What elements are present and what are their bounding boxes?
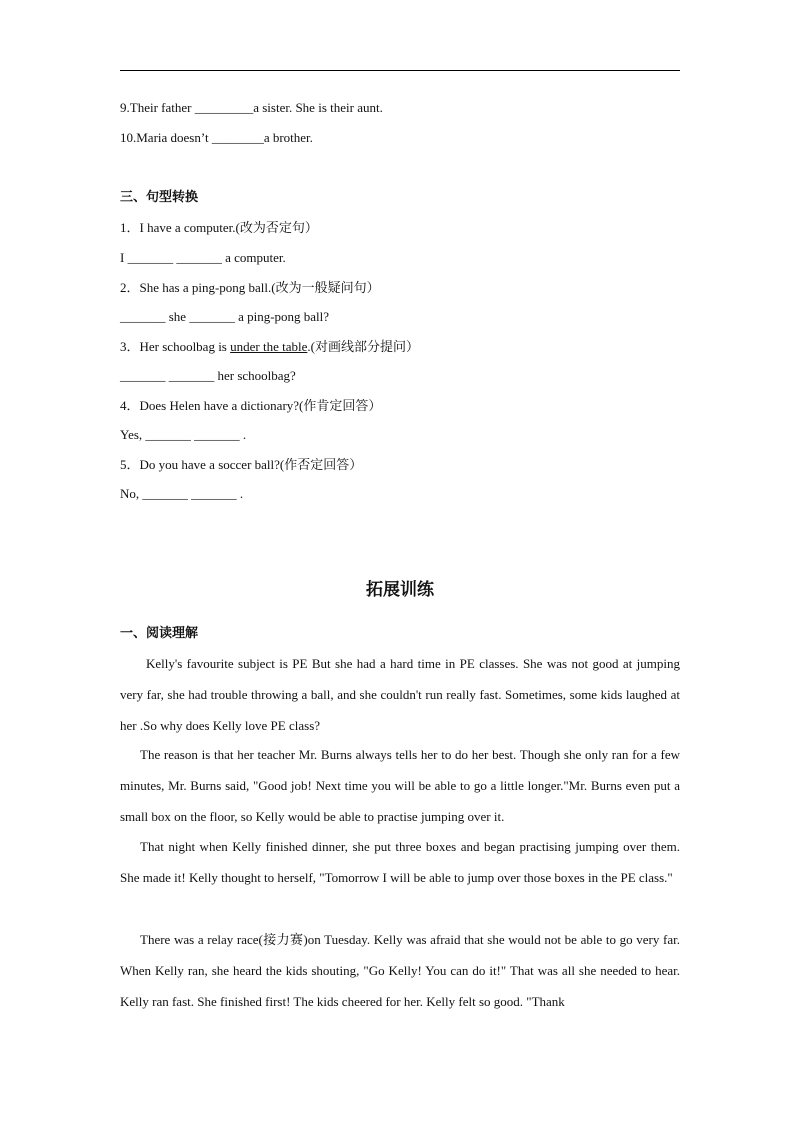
extension-title: 拓展训练 <box>366 580 434 600</box>
fill-blank-item-9: 9.Their father _________a sister. She is their aunt. <box>120 100 383 115</box>
question-3-underlined: under the table <box>230 339 308 354</box>
question-4: 4．Does Helen have a dictionary?(作肯定回答） <box>120 398 382 413</box>
answer-2: _______ she _______ a ping-pong ball? <box>120 309 330 324</box>
answer-5: No, _______ _______ . <box>120 486 244 501</box>
answer-1: I _______ _______ a computer. <box>120 250 286 265</box>
question-3-prefix: 3．Her schoolbag is <box>120 339 231 354</box>
reading-paragraph-3: That night when Kelly finished dinner, she put three boxes and began practising jumping over them. She made it! Kelly thought to herself, "Tomorrow I will be able to jump over those boxes in the PE class." <box>120 839 680 885</box>
question-3-suffix: .(对画线部分提问） <box>307 339 419 354</box>
answer-3: _______ _______ her schoolbag? <box>120 368 296 383</box>
header-rule <box>120 70 680 71</box>
reading-title: 一、阅读理解 <box>120 626 199 641</box>
question-1: 1．I have a computer.(改为否定句） <box>120 220 318 235</box>
answer-4: Yes, _______ _______ . <box>120 427 247 442</box>
fill-blank-item-10: 10.Maria doesn’t ________a brother. <box>120 130 313 145</box>
reading-paragraph-4: There was a relay race(接力赛)on Tuesday. Kelly was afraid that she would not be able to go very far. When Kelly ran, she heard the kids shouting, "Go Kelly! You can do it!" That was all she needed to hear. Kelly ran fast. She finished first! The kids cheered for her. Kelly felt so good. "Thank <box>120 932 680 1009</box>
question-3 <box>120 339 419 355</box>
question-5: 5．Do you have a soccer ball?(作否定回答） <box>120 457 363 472</box>
question-2: 2．She has a ping-pong ball.(改为一般疑问句） <box>120 280 380 295</box>
reading-paragraph-1: Kelly's favourite subject is PE But she had a hard time in PE classes. She was not good at jumping very far, she had trouble throwing a ball, and she couldn't run really fast. Sometimes, some kids laughed at her .So why does Kelly love PE class? <box>120 656 680 733</box>
reading-paragraph-2: The reason is that her teacher Mr. Burns always tells her to do her best. Though she only ran for a few minutes, Mr. Burns said, "Good job! Next time you will be able to go a little longer."Mr. Burns even put a small box on the floor, so Kelly would be able to practise jumping over it. <box>120 747 680 824</box>
section3-title: 三、句型转换 <box>120 190 199 205</box>
